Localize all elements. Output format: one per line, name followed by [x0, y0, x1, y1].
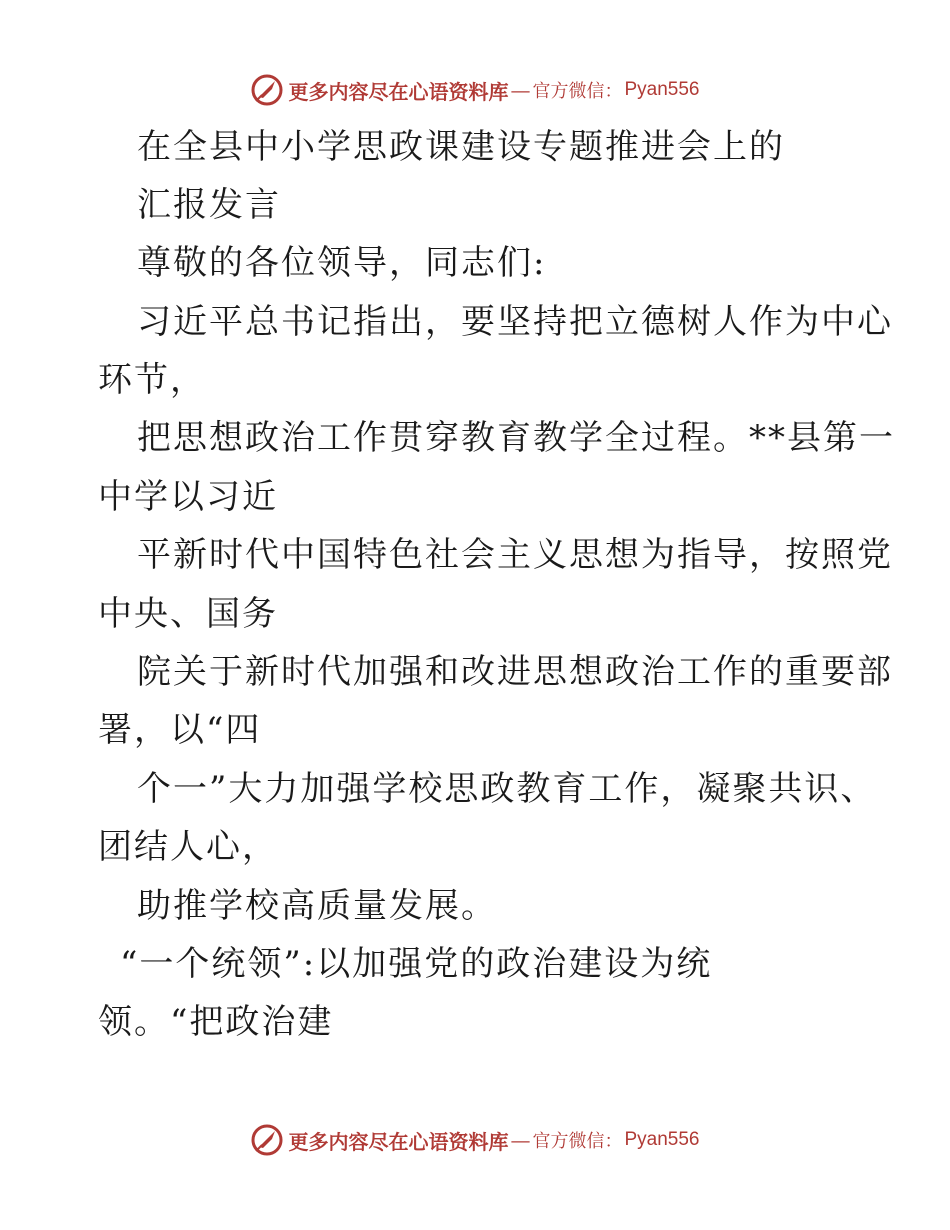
banner-text: 更多内容尽在心语资料库: [288, 79, 509, 104]
paragraph-line: 个一”大力加强学校思政教育工作，凝聚共识、: [137, 769, 877, 809]
banner-label: 官方微信：: [532, 1131, 623, 1152]
title-line-1: 在全县中小学思政课建设专题推进会上的: [137, 127, 785, 167]
paragraph-line: 把思想政治工作贯穿教育教学全过程。**县第一: [137, 418, 895, 458]
header-banner: [0, 70, 950, 110]
banner-wechat-id: Pyan556: [624, 79, 700, 100]
paragraph-line: 中央、国务: [98, 594, 278, 634]
quill-logo-icon: [250, 73, 284, 107]
paragraph-line: 习近平总书记指出，要坚持把立德树人作为中心: [137, 302, 893, 342]
banner-text: 更多内容尽在心语资料库: [288, 1129, 509, 1154]
quill-logo-icon: [250, 1123, 284, 1157]
salutation: 尊敬的各位领导，同志们:: [137, 243, 547, 283]
banner-separator: —: [510, 1128, 531, 1152]
paragraph-line: 领。“把政治建: [98, 1002, 334, 1042]
paragraph-line: 署，以“四: [98, 710, 262, 750]
banner-wechat-id: Pyan556: [624, 1129, 700, 1150]
title-line-2: 汇报发言: [137, 185, 281, 225]
paragraph-line: 环节，: [98, 360, 206, 400]
banner-label: 官方微信：: [532, 81, 623, 102]
paragraph-line: 团结人心，: [98, 827, 278, 867]
footer-banner: [0, 1120, 950, 1160]
paragraph-line: 中学以习近: [98, 477, 278, 517]
banner-separator: —: [510, 78, 531, 102]
paragraph-line: 院关于新时代加强和改进思想政治工作的重要部: [137, 652, 893, 692]
paragraph-line: 平新时代中国特色社会主义思想为指导，按照党: [137, 535, 893, 575]
paragraph-line: “一个统领”:以加强党的政治建设为统: [120, 944, 713, 984]
paragraph-line: 助推学校高质量发展。: [137, 886, 497, 926]
